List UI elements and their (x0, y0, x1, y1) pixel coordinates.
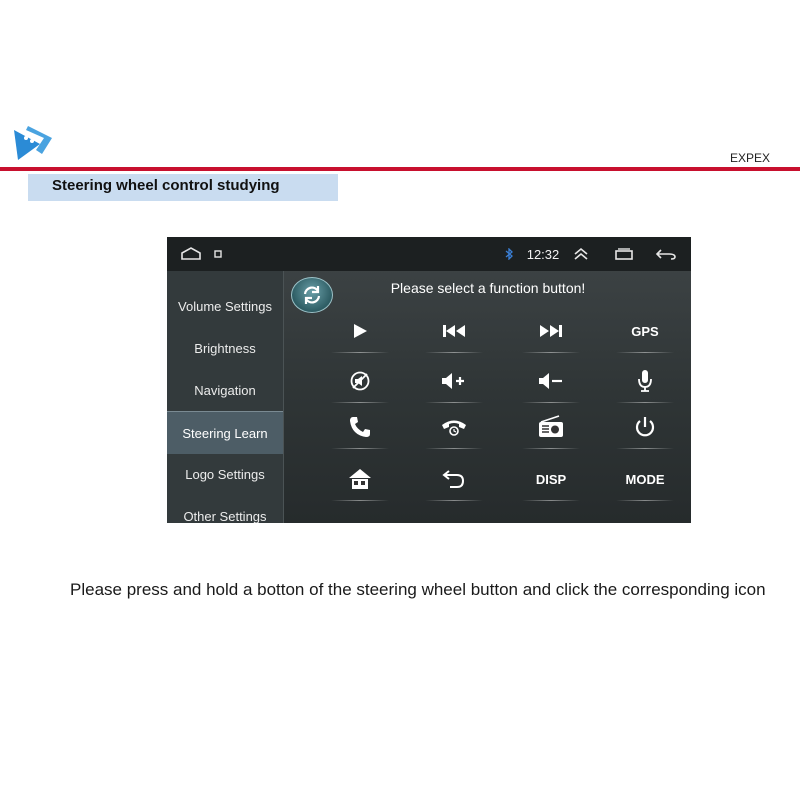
refresh-icon (301, 284, 323, 306)
brand-name: EXPEX (729, 151, 770, 165)
play-button[interactable] (325, 309, 395, 353)
microphone-icon (636, 369, 654, 393)
sidebar-item-navigation[interactable]: Navigation (194, 382, 256, 398)
back-icon[interactable] (651, 237, 681, 271)
return-icon (442, 469, 466, 489)
volume-up-button[interactable] (419, 359, 489, 403)
section-title: Steering wheel control studying (28, 174, 338, 201)
power-icon (634, 416, 656, 438)
header-divider (0, 167, 800, 171)
next-track-button[interactable] (516, 309, 586, 353)
refresh-button[interactable] (291, 277, 333, 313)
call-hangup-button[interactable] (419, 405, 489, 449)
head-unit-screen (167, 237, 691, 523)
return-button[interactable] (419, 457, 489, 501)
power-button[interactable] (610, 405, 680, 449)
sidebar-item-steering-learn[interactable]: Steering Learn (167, 411, 283, 454)
radio-icon (537, 415, 565, 439)
play-icon (351, 322, 369, 340)
previous-track-icon (442, 323, 466, 339)
volume-down-icon (538, 372, 564, 390)
status-bar (167, 237, 691, 271)
brand-logo-icon (12, 124, 56, 164)
sidebar-item-logo-settings[interactable]: Logo Settings (185, 466, 265, 482)
bluetooth-icon (501, 237, 517, 271)
clock-time: 12:32 (526, 246, 560, 262)
phone-hangup-icon (440, 417, 468, 437)
sidebar-item-other-settings[interactable]: Other Settings (183, 508, 267, 523)
window-icon[interactable] (611, 237, 637, 271)
instruction-text: Please press and hold a botton of the steering wheel button and click the corresponding icon (70, 580, 766, 599)
settings-sidebar (167, 271, 284, 523)
previous-track-button[interactable] (419, 309, 489, 353)
call-answer-button[interactable] (325, 405, 395, 449)
function-prompt: Please select a function button! (390, 280, 586, 296)
sidebar-item-volume-settings[interactable]: Volume Settings (178, 298, 272, 314)
mute-icon (349, 370, 371, 392)
voice-button[interactable] (610, 359, 680, 403)
sidebar-item-brightness[interactable]: Brightness (194, 340, 256, 356)
phone-answer-icon (348, 415, 372, 439)
mode-button[interactable]: MODE (610, 457, 680, 501)
gps-button[interactable]: GPS (610, 309, 680, 353)
home-icon (348, 468, 372, 490)
next-track-icon (539, 323, 563, 339)
mute-button[interactable] (325, 359, 395, 403)
radio-button[interactable] (516, 405, 586, 449)
home-button[interactable] (325, 457, 395, 501)
recent-apps-icon[interactable] (209, 237, 227, 271)
volume-down-button[interactable] (516, 359, 586, 403)
volume-up-icon (441, 372, 467, 390)
home-icon[interactable] (177, 237, 205, 271)
expand-up-icon[interactable] (569, 237, 593, 271)
disp-button[interactable]: DISP (516, 457, 586, 501)
